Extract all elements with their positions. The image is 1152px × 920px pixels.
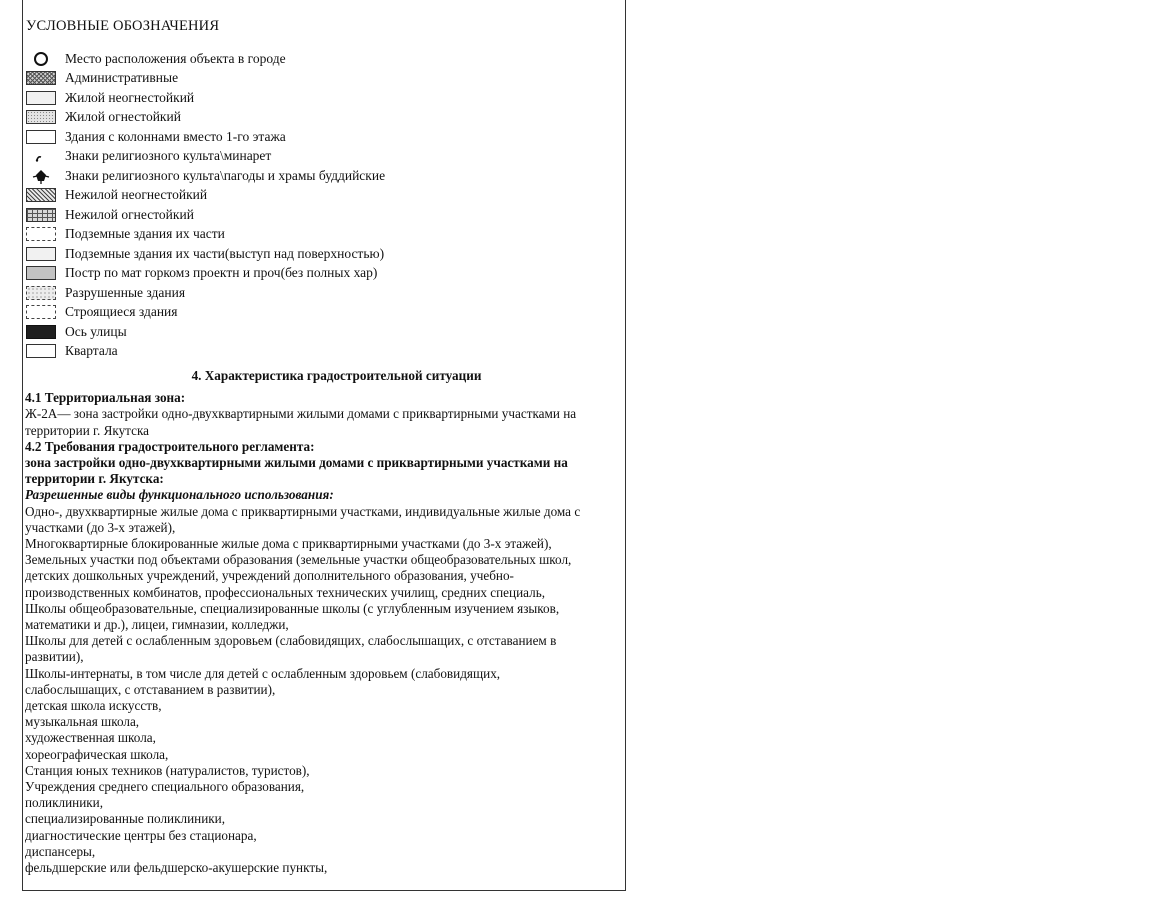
regulation-zone-line: зона застройки одно-двухквартирными жилыми домами с приквартирными участками на bbox=[25, 455, 568, 471]
legend-item bbox=[26, 147, 606, 167]
legend-item bbox=[26, 342, 606, 362]
legend-item bbox=[26, 244, 606, 264]
list-item: Учреждения среднего специального образования, bbox=[25, 779, 305, 795]
list-item: детских дошкольных учреждений, учреждений дополнительного образования, учебно- bbox=[25, 568, 514, 584]
legend-item-label: Ось улицы bbox=[65, 323, 127, 339]
list-item: специализированные поликлиники, bbox=[25, 811, 226, 827]
legend-item-label: Нежилой огнестойкий bbox=[65, 206, 194, 222]
fine-dot-swatch-icon bbox=[26, 266, 56, 280]
legend-item-label: Нежилой неогнестойкий bbox=[65, 187, 208, 203]
white-swatch-icon bbox=[26, 130, 56, 144]
legend-item-label: Жилой огнестойкий bbox=[65, 109, 181, 125]
legend-item-label: Подземные здания их части(выступ над поверхностью) bbox=[65, 245, 385, 261]
list-item: детская школа искусств, bbox=[25, 698, 162, 714]
list-item: диспансеры, bbox=[25, 843, 96, 859]
legend-item bbox=[26, 88, 606, 108]
ruined-swatch-icon bbox=[26, 286, 56, 300]
legend-item bbox=[26, 283, 606, 303]
legend-item bbox=[26, 205, 606, 225]
legend-item bbox=[26, 322, 606, 342]
list-item: участками (до 3-х этажей), bbox=[25, 519, 176, 535]
legend-item bbox=[26, 186, 606, 206]
pagoda-icon bbox=[26, 169, 56, 183]
legend-item-label: Квартала bbox=[65, 343, 118, 359]
legend-item-label: Постр по мат горкомз проектн и проч(без полных хар) bbox=[65, 265, 378, 281]
legend-item-label: Знаки религиозного культа\пагоды и храмы буддийские bbox=[65, 167, 386, 183]
list-item: диагностические центры без стационара, bbox=[25, 827, 257, 843]
light-swatch-icon bbox=[26, 91, 56, 105]
legend-item-label: Место расположения объекта в городе bbox=[65, 50, 286, 66]
legend-title: УСЛОВНЫЕ ОБОЗНАЧЕНИЯ bbox=[26, 18, 220, 34]
legend-item bbox=[26, 225, 606, 245]
circle-marker-icon bbox=[26, 52, 56, 66]
list-item: Многоквартирные блокированные жилые дома с приквартирными участками (до 3-х этажей), bbox=[25, 536, 552, 552]
legend-item bbox=[26, 166, 606, 186]
allowed-uses-list bbox=[25, 504, 620, 877]
white-swatch-icon bbox=[26, 344, 56, 358]
dashed-swatch-icon bbox=[26, 227, 56, 241]
regulation-zone-line: территории г. Якутска: bbox=[25, 471, 164, 487]
legend-item bbox=[26, 49, 606, 69]
legend-item bbox=[26, 108, 606, 128]
list-item: фельдшерские или фельдшерско-акушерские пункты, bbox=[25, 860, 328, 876]
legend-item-label: Здания с колоннами вместо 1-го этажа bbox=[65, 128, 286, 144]
legend-item bbox=[26, 127, 606, 147]
list-item: развитии), bbox=[25, 649, 84, 665]
crosshatch-swatch-icon bbox=[26, 71, 56, 85]
regulation-heading: 4.2 Требования градостроительного регламента: bbox=[25, 438, 315, 454]
section-title: 4. Характеристика градостроительной ситуации bbox=[191, 368, 482, 383]
list-item: производственных комбинатов, профессиональных технических училищ, средних специаль, bbox=[25, 584, 546, 600]
legend-item-label: Знаки религиозного культа\минарет bbox=[65, 148, 272, 164]
legend-item-label: Строящиеся здания bbox=[65, 304, 178, 320]
list-item: слабослышащих, с отставанием в развитии), bbox=[25, 681, 276, 697]
diagonal-swatch-icon bbox=[26, 188, 56, 202]
legend-item-label: Подземные здания их части bbox=[65, 226, 225, 242]
legend-item bbox=[26, 69, 606, 89]
list-item: Земельных участки под объектами образования (земельные участки общеобразовательных школ, bbox=[25, 552, 572, 568]
minaret-icon bbox=[26, 149, 56, 163]
list-item: поликлиники, bbox=[25, 795, 104, 811]
list-item: Одно-, двухквартирные жилые дома с приквартирными участками, индивидуальные жилые дома с bbox=[25, 503, 581, 519]
grid-swatch-icon bbox=[26, 208, 56, 222]
legend-item-label: Административные bbox=[65, 70, 179, 86]
legend-item bbox=[26, 303, 606, 323]
legend-item bbox=[26, 264, 606, 284]
list-item: Школы-интернаты, в том числе для детей с ослабленным здоровьем (слабовидящих, bbox=[25, 665, 501, 681]
allowed-uses-heading: Разрешенные виды функционального использования: bbox=[25, 487, 334, 503]
list-item: Школы общеобразовательные, специализированные школы (с углубленным изучением языков, bbox=[25, 600, 560, 616]
list-item: хореографическая школа, bbox=[25, 746, 169, 762]
legend bbox=[26, 49, 606, 361]
list-item: математики и др.), лицеи, гимназии, колледжи, bbox=[25, 617, 289, 633]
legend-item-label: Жилой неогнестойкий bbox=[65, 89, 195, 105]
zone-heading: 4.1 Территориальная зона: bbox=[25, 390, 186, 406]
light-swatch-icon bbox=[26, 247, 56, 261]
list-item: музыкальная школа, bbox=[25, 714, 140, 730]
list-item: художественная школа, bbox=[25, 730, 156, 746]
list-item: Станция юных техников (натуралистов, туристов), bbox=[25, 762, 310, 778]
text-line: территории г. Якутска bbox=[25, 422, 150, 438]
text-line: Ж-2А— зона застройки одно-двухквартирными жилыми домами с приквартирными участками на bbox=[25, 406, 577, 422]
dotted-swatch-icon bbox=[26, 110, 56, 124]
legend-item-label: Разрушенные здания bbox=[65, 284, 186, 300]
dark-swatch-icon bbox=[26, 325, 56, 339]
dashed-swatch-icon bbox=[26, 305, 56, 319]
document-body bbox=[25, 368, 620, 876]
list-item: Школы для детей с ослабленным здоровьем (слабовидящих, слабослышащих, с отставанием в bbox=[25, 633, 557, 649]
